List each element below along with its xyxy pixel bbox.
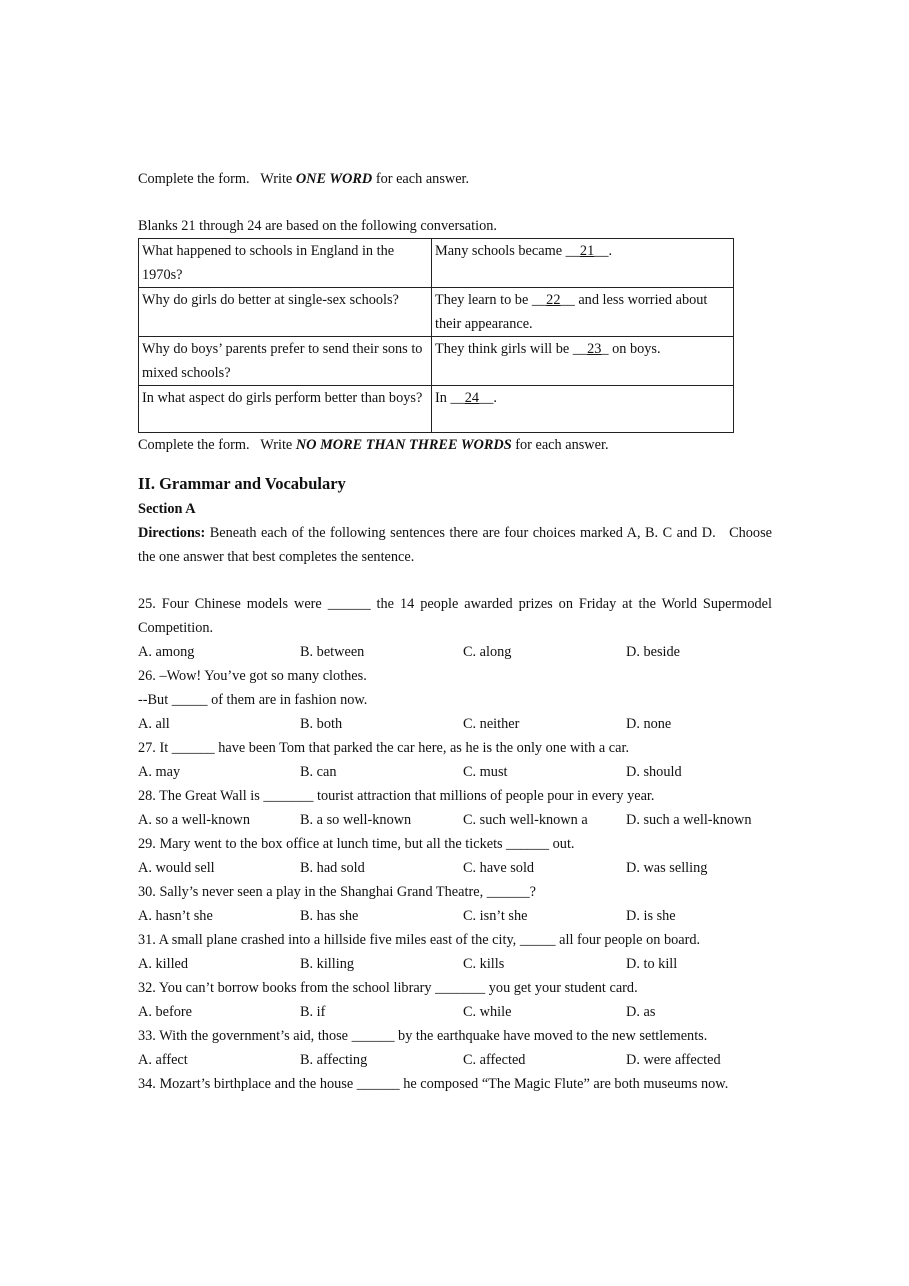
form-answer-cell: They think girls will be __23_ on boys. <box>432 337 734 386</box>
document-page <box>138 167 772 1096</box>
answer-option[interactable]: D. none <box>626 716 672 732</box>
answer-option[interactable]: C. have sold <box>463 860 535 876</box>
answer-option[interactable]: B. a so well-known <box>300 812 412 828</box>
form-answer-cell: They learn to be __22__ and less worried about their appearance. <box>432 288 734 337</box>
answer-option[interactable]: B. both <box>300 716 343 732</box>
answer-options <box>138 760 772 784</box>
answer-option[interactable]: B. if <box>300 1004 326 1020</box>
question-text: 31. A small plane crashed into a hillside five miles east of the city, _____ all four people on board. <box>138 932 701 948</box>
answer-option[interactable]: A. would sell <box>138 860 215 876</box>
answer-option[interactable]: C. affected <box>463 1052 526 1068</box>
answer-option[interactable]: C. neither <box>463 716 520 732</box>
question-item <box>138 1072 772 1096</box>
question-text: 34. Mozart’s birthplace and the house ______ he composed “The Magic Flute” are both museums now. <box>138 1076 729 1092</box>
answer-options <box>138 808 772 832</box>
answer-option[interactable]: D. as <box>626 1004 656 1020</box>
answer-option[interactable]: D. beside <box>626 644 680 660</box>
answer-option[interactable]: A. killed <box>138 956 189 972</box>
answer-option[interactable]: C. such well-known a <box>463 812 588 828</box>
answer-options <box>138 904 772 928</box>
answer-option[interactable]: D. should <box>626 764 682 780</box>
answer-options <box>138 712 772 736</box>
form-row <box>139 337 734 386</box>
question-item <box>138 592 772 664</box>
question-text: 25. Four Chinese models were ______ the 14 people awarded prizes on Friday at the World Supermodel Competition. <box>138 596 772 636</box>
answer-option[interactable]: B. has she <box>300 908 359 924</box>
form-answer-cell: Many schools became __21__. <box>432 239 734 288</box>
question-item <box>138 664 772 736</box>
question-text: 29. Mary went to the box office at lunch time, but all the tickets ______ out. <box>138 836 575 852</box>
answer-option[interactable]: B. had sold <box>300 860 365 876</box>
form-question-cell: Why do girls do better at single-sex schools? <box>139 288 432 337</box>
answer-option[interactable]: C. kills <box>463 956 505 972</box>
answer-option[interactable]: B. can <box>300 764 337 780</box>
form-question-cell: In what aspect do girls perform better than boys? <box>139 386 432 433</box>
form-row <box>139 386 734 433</box>
question-text: --But _____ of them are in fashion now. <box>138 692 368 708</box>
answer-option[interactable]: C. while <box>463 1004 512 1020</box>
question-text: 33. With the government’s aid, those ______ by the earthquake have moved to the new settlements. <box>138 1028 708 1044</box>
question-item <box>138 928 772 976</box>
conversation-form-table <box>138 238 734 433</box>
question-item <box>138 1024 772 1072</box>
section-heading: II. Grammar and Vocabulary <box>138 474 346 493</box>
answer-option[interactable]: A. before <box>138 1004 192 1020</box>
answer-options <box>138 1000 772 1024</box>
question-item <box>138 976 772 1024</box>
question-item <box>138 880 772 928</box>
answer-option[interactable]: D. is she <box>626 908 676 924</box>
answer-option[interactable]: D. such a well-known <box>626 812 752 828</box>
answer-blank-number: 21 <box>579 243 595 259</box>
answer-option[interactable]: D. to kill <box>626 956 678 972</box>
answer-option[interactable]: A. so a well-known <box>138 812 250 828</box>
question-text: 30. Sally’s never seen a play in the Shanghai Grand Theatre, ______? <box>138 884 536 900</box>
answer-option[interactable]: C. isn’t she <box>463 908 528 924</box>
question-item <box>138 736 772 784</box>
form-instruction-three-words: Complete the form. Write NO MORE THAN THREE WORDS for each answer. <box>138 437 609 453</box>
form-row <box>139 288 734 337</box>
question-list <box>138 592 772 1096</box>
answer-option[interactable]: B. killing <box>300 956 355 972</box>
answer-blank-number: 24 <box>464 390 480 406</box>
table-caption: Blanks 21 through 24 are based on the following conversation. <box>138 218 497 234</box>
answer-option[interactable]: A. affect <box>138 1052 188 1068</box>
question-text: 32. You can’t borrow books from the school library _______ you get your student card. <box>138 980 638 996</box>
answer-option[interactable]: B. between <box>300 644 365 660</box>
answer-options <box>138 952 772 976</box>
answer-option[interactable]: D. was selling <box>626 860 708 876</box>
question-item <box>138 784 772 832</box>
answer-option[interactable]: A. among <box>138 644 195 660</box>
form-row <box>139 239 734 288</box>
question-text: 28. The Great Wall is _______ tourist attraction that millions of people pour in every year. <box>138 788 655 804</box>
question-text: 26. –Wow! You’ve got so many clothes. <box>138 668 367 684</box>
form-instruction-one-word: Complete the form. Write ONE WORD for each answer. <box>138 171 470 187</box>
section-subheading: Section A <box>138 501 196 517</box>
answer-options <box>138 1048 772 1072</box>
answer-option[interactable]: B. affecting <box>300 1052 368 1068</box>
answer-options <box>138 856 772 880</box>
answer-option[interactable]: C. along <box>463 644 512 660</box>
answer-option[interactable]: C. must <box>463 764 508 780</box>
answer-blank-number: 22 <box>546 292 561 308</box>
form-question-cell: What happened to schools in England in the 1970s? <box>139 239 432 288</box>
answer-option[interactable]: A. may <box>138 764 181 780</box>
question-item <box>138 832 772 880</box>
answer-option[interactable]: A. all <box>138 716 170 732</box>
question-text: 27. It ______ have been Tom that parked the car here, as he is the only one with a car. <box>138 740 630 756</box>
directions: Directions: Beneath each of the following sentences there are four choices marked A, B. C and D. Choose the one answer that best completes the sentence. <box>138 525 772 565</box>
form-answer-cell: In __24__. <box>432 386 734 433</box>
form-question-cell: Why do boys’ parents prefer to send their sons to mixed schools? <box>139 337 432 386</box>
answer-option[interactable]: D. were affected <box>626 1052 721 1068</box>
answer-options <box>138 640 772 664</box>
answer-blank-number: 23 <box>587 341 602 357</box>
answer-option[interactable]: A. hasn’t she <box>138 908 213 924</box>
